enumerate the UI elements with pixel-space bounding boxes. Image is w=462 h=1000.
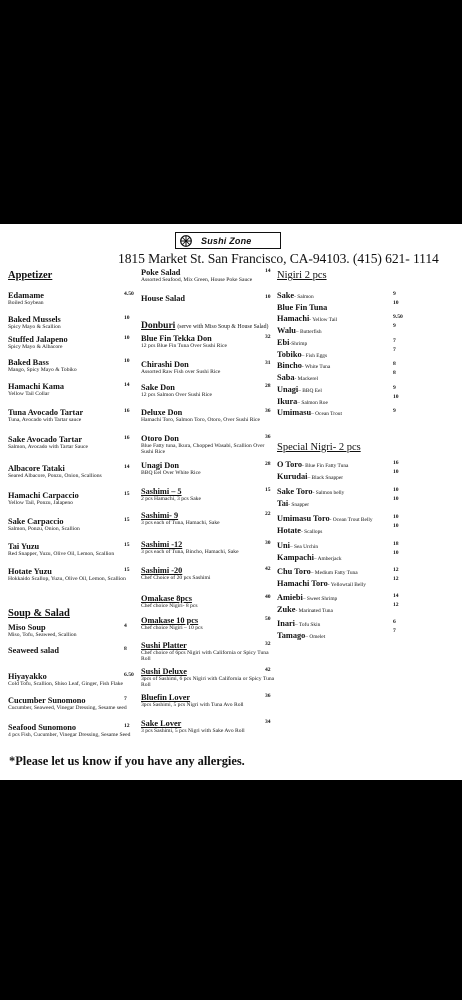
nigiri-subtitle: - Blue Fin Fatty Tuna [301, 463, 349, 469]
nigiri-price: 16 [393, 460, 399, 466]
item-description: Salmon, Avocado with Tartar Sauce [8, 444, 89, 450]
item-name: Sake Lover [141, 719, 182, 728]
item-description: 3 pcs each of Tuna, Bincho, Hamachi, Sake [141, 549, 239, 555]
item-name: Sashimi -20 [141, 566, 183, 575]
restaurant-address: 1815 Market St. San Francisco, CA-94103. (415) 621- 1114 [118, 251, 439, 266]
nigiri-price-2: 10 [393, 550, 399, 556]
item-price: 30 [265, 540, 271, 546]
item-description: Hokkaido Scallop, Yuzu, Olive Oil, Lemon, Scallion [8, 576, 126, 582]
item-price: 42 [265, 667, 271, 673]
nigiri-name-2 [277, 397, 457, 408]
donburi-sashimi-item [141, 408, 276, 423]
nigiri-subtitle-2: – Omelet [305, 634, 326, 640]
nigiri-pair [277, 361, 457, 384]
nigiri-subtitle-2: – Black Snapper [307, 475, 344, 481]
item-name: Edamame [8, 291, 44, 300]
nigiri-name-text: Sake [277, 291, 295, 300]
item-name: Baked Bass [8, 358, 49, 367]
appetizer-title: Appetizer [8, 270, 53, 281]
donburi-sashimi-item [141, 487, 276, 502]
nigiri-name-2 [277, 350, 457, 361]
item-name: Unagi Don [141, 461, 180, 470]
nigiri-pair [277, 593, 457, 616]
item-price: 28 [265, 383, 271, 389]
donburi-sashimi-item [141, 434, 276, 456]
item-description: 2 pcs Hamachi, 3 pcs Sake [141, 496, 201, 502]
item-price: 22 [265, 511, 271, 517]
nigiri-name [277, 514, 457, 525]
nigiri-subtitle-2: – Butterfish [295, 329, 322, 335]
nigiri-price-2: 10 [393, 469, 399, 475]
item-name: Stuffed Jalapeno [8, 335, 68, 344]
nigiri-name [277, 361, 457, 372]
item-description: Assorted Raw Fish over Sushi Rice [141, 369, 221, 375]
item-description: Seared Albacore, Ponzu, Onion, Scallions [8, 473, 102, 479]
nigiri-name-text: Ebi [277, 338, 290, 347]
item-price: 32 [265, 334, 271, 340]
nigiri-name-2 [277, 326, 457, 337]
item-name: Miso Soup [8, 623, 46, 632]
item-price: 14 [124, 382, 130, 388]
item-price: 16 [124, 408, 130, 414]
nigiri-name [277, 567, 457, 578]
item-name: Sashimi- 9 [141, 511, 179, 520]
donburi-sashimi-item [141, 540, 276, 555]
item-description: Mango, Spicy Mayo & Tobiko [8, 367, 77, 373]
item-name: Omakase 10 pcs [141, 616, 199, 625]
nigiri-name-text-2: Hamachi Toro [277, 579, 328, 588]
special-nigiri-title: Special Nigri- 2 pcs [277, 442, 361, 453]
item-price: 10 [124, 315, 130, 321]
item-description: Tuna, Avocado with Tartar sauce [8, 417, 82, 423]
item-description: Boiled Soybean [8, 300, 44, 306]
nigiri-name-text: Uni [277, 541, 290, 550]
item-name: Sushi Deluxe [141, 667, 187, 676]
nigiri-name-2 [277, 579, 457, 590]
item-price: 34 [265, 719, 271, 725]
nigiri-name [277, 460, 457, 471]
logo-text: Sushi Zone [201, 235, 252, 246]
nigiri-name-text-2: Saba [277, 373, 295, 382]
nigiri-name-text: Hamachi [277, 314, 310, 323]
logo [175, 232, 281, 249]
donburi-sashimi-item [141, 616, 276, 631]
nigiri-pair [277, 460, 457, 483]
nigiri-pair [277, 567, 457, 590]
nigiri-price-2: 10 [393, 300, 399, 306]
nigiri-name [277, 385, 457, 396]
nigiri-name-text: Umimasu Toro [277, 514, 330, 523]
menu-sheet [0, 224, 462, 780]
item-description: Miso, Tofu, Seaweed, Scallion [8, 632, 77, 638]
nigiri-price: 12 [393, 567, 399, 573]
donburi-sashimi-item [141, 667, 276, 689]
item-price: 15 [124, 491, 130, 497]
item-name: Sake Avocado Tartar [8, 435, 83, 444]
item-description: Blue Fatty tuna, Ikura, Chopped Wasabi, Scallion Over Sushi Rice [141, 443, 265, 456]
item-price: 28 [265, 461, 271, 467]
nigiri-name-text-2: Blue Fin Tuna [277, 303, 328, 312]
item-description: BBQ Eel Over White Rice [141, 470, 201, 476]
nigiri-price: 8 [393, 361, 396, 367]
item-price: 8 [124, 646, 127, 652]
nigiri-name-2 [277, 373, 457, 384]
nigiri-subtitle-2: – Amberjack [313, 556, 342, 562]
item-name: Omakase 8pcs [141, 594, 192, 603]
appetizer-item [8, 435, 136, 450]
nigiri-subtitle-2: - Marinated Tuna [295, 608, 333, 614]
item-description: 3pcs of Sashimi, 6 pcs Nigiri with California or Spicy Tuna Roll [141, 676, 275, 689]
nigiri-subtitle: - Salmon belly [312, 490, 345, 496]
appetizer-item [8, 358, 136, 373]
nigiri-name-text-2: Zuke [277, 605, 296, 614]
appetizer-item [8, 315, 136, 330]
item-description: Cucumber, Seaweed, Vinegar Dressing, Sesame seed [8, 705, 127, 711]
nigiri-subtitle: – Ocean Trout [311, 411, 342, 417]
soup-salad-item [8, 696, 136, 711]
item-name: Sashimi -12 [141, 540, 183, 549]
item-description: Yellow Tail Collar [8, 391, 50, 397]
item-price: 14 [265, 268, 271, 274]
item-description: Chef choice Nigiri- 8 pcs [141, 603, 198, 609]
item-name: Hamachi Carpaccio [8, 491, 79, 500]
nigiri-name-text-2: Walu [277, 326, 296, 335]
nigiri-price: 18 [393, 541, 399, 547]
nigiri-name-text: O Toro [277, 460, 302, 469]
nigiri-subtitle: – BBQ Eel [298, 388, 322, 394]
item-name: Tuna Avocado Tartar [8, 408, 84, 417]
item-description: Red Snapper, Yuzu, Olive Oil, Lemon, Scallion [8, 551, 115, 557]
donburi-sashimi-item [141, 360, 276, 375]
nigiri-name-text-2: Tamago [277, 631, 306, 640]
nigiri-name-text-2: Kampachi [277, 553, 314, 562]
nigiri-name-2 [277, 303, 457, 312]
soup-salad-item [8, 723, 136, 738]
item-name: Seafood Sunomono [8, 723, 77, 732]
item-price: 10 [124, 358, 130, 364]
appetizer-item [8, 464, 136, 479]
item-price: 6.50 [124, 672, 134, 678]
item-price: 4 [124, 623, 127, 629]
item-description: Spicy Mayo & Albacore [8, 344, 63, 350]
soup-salad-item [8, 646, 136, 655]
nigiri-name-2 [277, 631, 457, 642]
nigiri-name-2 [277, 499, 457, 510]
nigiri-name-text: Inari [277, 619, 295, 628]
nigiri-price-2: 12 [393, 602, 399, 608]
item-name: Deluxe Don [141, 408, 183, 417]
nigiri-name-2 [277, 472, 457, 483]
item-name: Hamachi Kama [8, 382, 64, 391]
nigiri-name-text: Umimasu [277, 408, 312, 417]
nigiri-subtitle: - Yellow Tail [309, 317, 338, 323]
item-name: Bluefin Lover [141, 693, 191, 702]
allergy-note: *Please let us know if you have any allergies. [9, 754, 245, 768]
house-salad-item [141, 294, 276, 303]
nigiri-pair [277, 541, 457, 564]
nigiri-price: 9 [393, 291, 396, 297]
item-name: House Salad [141, 294, 186, 303]
nigiri-price: 10 [393, 514, 399, 520]
nigiri-subtitle-2: – Salmon Roe [297, 400, 328, 406]
item-description: Salmon, Ponzu, Onion, Scallion [8, 526, 80, 532]
nigiri-pair [277, 338, 457, 361]
nigiri-subtitle: -Shrimp [289, 341, 308, 347]
donburi-sashimi-item [141, 383, 276, 398]
item-description: Cold Tofu, Scallion, Shiso Leaf, Ginger, Fish Flake [8, 681, 124, 687]
nigiri-title: Nigiri 2 pcs [277, 270, 327, 281]
nigiri-price: 10 [393, 487, 399, 493]
nigiri-pair [277, 291, 457, 312]
donburi-sashimi-item [141, 641, 276, 663]
soup-salad-item [8, 623, 136, 638]
item-description: Chef Choice of 20 pcs Sashimi [141, 575, 211, 581]
item-name: Hotate Yuzu [8, 567, 52, 576]
nigiri-name-text: Unagi [277, 385, 299, 394]
item-name: Cucumber Sunomono [8, 696, 86, 705]
soup-salad-title: Soup & Salad [8, 608, 70, 619]
item-price: 4.50 [124, 291, 134, 297]
appetizer-item [8, 408, 136, 423]
item-price: 42 [265, 566, 271, 572]
nigiri-price-2: 12 [393, 576, 399, 582]
poke-salad-item [141, 268, 276, 283]
nigiri-subtitle: - White Tuna [301, 364, 331, 370]
donburi-title: Donburi [141, 321, 176, 331]
nigiri-price: 9.50 [393, 314, 403, 320]
soup-salad-item [8, 672, 136, 687]
nigiri-name-2 [277, 605, 457, 616]
nigiri-pair [277, 408, 457, 419]
item-name: Sushi Platter [141, 641, 187, 650]
nigiri-subtitle-2: - Mackerel [294, 376, 319, 382]
item-name: Sake Don [141, 383, 175, 392]
donburi-sashimi-item [141, 566, 276, 581]
nigiri-name [277, 408, 457, 419]
item-price: 12 [124, 723, 130, 729]
nigiri-subtitle: - Ocean Trout Belly [329, 517, 373, 523]
item-description: Assorted Seafood, Mix Green, House Poke Sauce [141, 277, 253, 283]
item-price: 7 [124, 696, 127, 702]
item-price: 16 [124, 435, 130, 441]
nigiri-subtitle: - Salmon [294, 294, 314, 300]
nigiri-price-2: 10 [393, 496, 399, 502]
item-description: Chef choice Nigiri – 10 pcs [141, 625, 203, 631]
nigiri-name [277, 314, 457, 325]
item-name: Sake Carpaccio [8, 517, 64, 526]
item-description: 3pcs Sashimi, 5 pcs Nigri with Tuna Avo Roll [141, 702, 244, 708]
nigiri-name-text: Sake Toro [277, 487, 313, 496]
item-name: Sashimi – 5 [141, 487, 182, 496]
item-price: 31 [265, 360, 271, 366]
item-price: 50 [265, 616, 271, 622]
donburi-sashimi-item [141, 719, 276, 734]
item-price: 14 [124, 464, 130, 470]
donburi-sashimi-item [141, 594, 276, 609]
nigiri-name [277, 593, 457, 604]
nigiri-pair [277, 314, 457, 337]
item-description: Chef choice of 6pcs Nigiri with California or Spicy Tuna Roll [141, 650, 269, 663]
appetizer-item [8, 491, 136, 506]
appetizer-item [8, 567, 136, 582]
donburi-note: (serve with Miso Soup & House Salad) [177, 324, 269, 330]
donburi-sashimi-item [141, 461, 276, 476]
item-price: 10 [265, 294, 271, 300]
appetizer-item [8, 335, 136, 350]
appetizer-item [8, 517, 136, 532]
donburi-sashimi-item [141, 511, 276, 526]
appetizer-item [8, 542, 136, 557]
nigiri-name-2 [277, 526, 457, 537]
item-price: 36 [265, 693, 271, 699]
nigiri-price: 6 [393, 619, 396, 625]
nigiri-price-2: 10 [393, 394, 399, 400]
item-description: 12 pcs Blue Fin Tuna Over Sushi Rice [141, 343, 227, 349]
appetizer-item [8, 291, 136, 306]
item-description: 4 pcs Fish, Cucumber, Vinegar Dressing, Sesame Seed [8, 732, 131, 738]
item-price: 15 [124, 542, 130, 548]
nigiri-name-text: Chu Toro [277, 567, 311, 576]
item-name: Albacore Tataki [8, 464, 65, 473]
item-description: 12 pcs Salmon Over Sushi Rice [141, 392, 213, 398]
donburi-heading [141, 315, 268, 333]
nigiri-name-text-2: Hotate [277, 526, 301, 535]
item-description: 3 pcs each of Tuna, Hamachi, Sake [141, 520, 220, 526]
nigiri-name-text-2: Ikura [277, 397, 298, 406]
item-price: 10 [124, 335, 130, 341]
appetizer-item [8, 382, 136, 397]
nigiri-subtitle: – Medium Fatty Tuna [310, 570, 358, 576]
nigiri-subtitle: – Sea Urchin [289, 544, 319, 550]
item-description: Yellow Tail, Ponzu, Jalapeno [8, 500, 73, 506]
nigiri-pair [277, 385, 457, 408]
item-price: 15 [265, 487, 271, 493]
nigiri-price-2: 10 [393, 523, 399, 529]
item-price: 36 [265, 408, 271, 414]
item-name: Tai Yuzu [8, 542, 40, 551]
item-price: 15 [124, 567, 130, 573]
nigiri-price-2: 7 [393, 347, 396, 353]
nigiri-subtitle-2: - Scallops [300, 529, 323, 535]
nigiri-price: 14 [393, 593, 399, 599]
fish-logo-icon [179, 235, 193, 247]
nigiri-subtitle-2: - Snapper [288, 502, 310, 508]
nigiri-subtitle-2: – Fish Eggs [301, 353, 328, 359]
item-description: Hamachi Toro, Salmon Toro, Otoro, Over Sushi Rice [141, 417, 260, 423]
nigiri-price-2: 9 [393, 323, 396, 329]
nigiri-pair [277, 514, 457, 537]
item-price: 40 [265, 594, 271, 600]
nigiri-price-2: 8 [393, 370, 396, 376]
item-price: 32 [265, 641, 271, 647]
item-name: Otoro Don [141, 434, 179, 443]
nigiri-price-2: 7 [393, 628, 396, 634]
nigiri-price: 7 [393, 338, 396, 344]
menu-header [0, 232, 462, 270]
item-price: 15 [124, 517, 130, 523]
item-description: Spicy Mayo & Scallion [8, 324, 61, 330]
nigiri-name [277, 291, 457, 302]
nigiri-name-text-2: Kurudai [277, 472, 308, 481]
item-name: Blue Fin Tekka Don [141, 334, 212, 343]
item-description: 3 pcs Sashimi, 5 pcs Nigri with Sake Avo Roll [141, 728, 245, 734]
nigiri-subtitle: – Tofu Skin [294, 622, 321, 628]
item-price: 36 [265, 434, 271, 440]
item-name: Chirashi Don [141, 360, 189, 369]
nigiri-name-text-2: Tobiko [277, 350, 302, 359]
item-name: Baked Mussels [8, 315, 61, 324]
nigiri-name [277, 619, 457, 630]
item-name: Seaweed salad [8, 646, 59, 655]
nigiri-pair [277, 487, 457, 510]
nigiri-subtitle-2: - Yellowtail Belly [327, 582, 366, 588]
nigiri-name-2 [277, 553, 457, 564]
nigiri-name [277, 487, 457, 498]
nigiri-pair [277, 619, 457, 642]
nigiri-name-text-2: Tai [277, 499, 289, 508]
nigiri-price: 9 [393, 385, 396, 391]
donburi-sashimi-item [141, 334, 276, 349]
nigiri-name [277, 541, 457, 552]
nigiri-name-text: Bincho [277, 361, 302, 370]
donburi-sashimi-item [141, 693, 276, 708]
nigiri-subtitle: – Sweet Shrimp [302, 596, 338, 602]
nigiri-name-text: Amiebi [277, 593, 303, 602]
item-name: Hiyayakko [8, 672, 47, 681]
nigiri-name [277, 338, 457, 349]
item-name: Poke Salad [141, 268, 181, 277]
nigiri-price: 9 [393, 408, 396, 414]
